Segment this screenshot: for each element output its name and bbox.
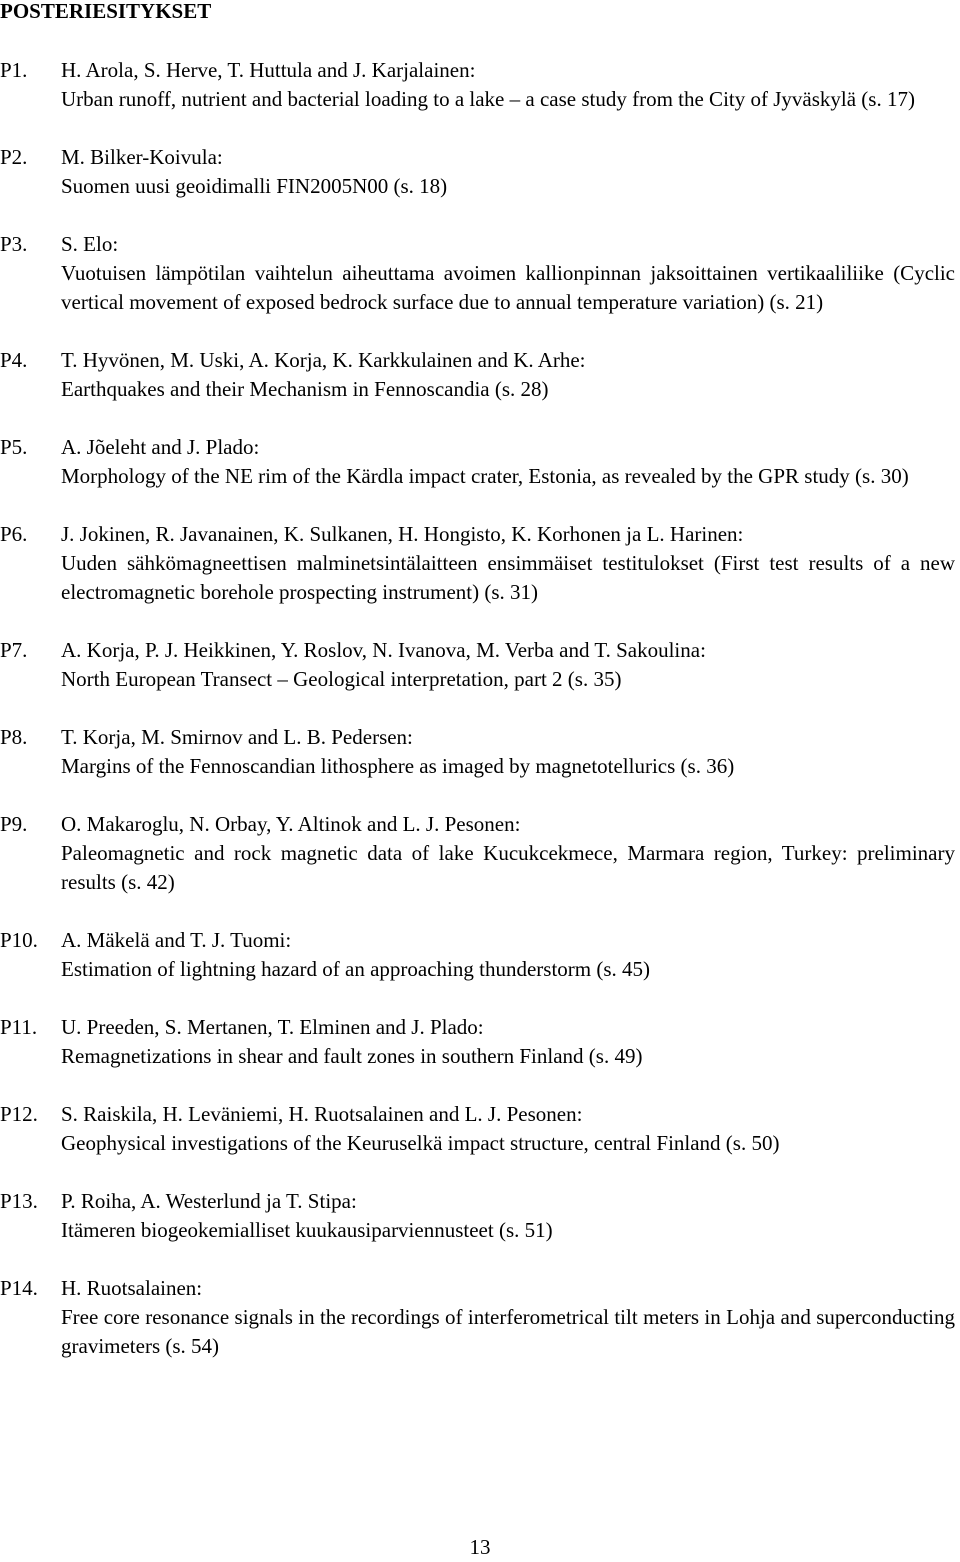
entry-title: Morphology of the NE rim of the Kärdla impact crater, Estonia, as revealed by the GPR study (s. 30) bbox=[61, 464, 909, 488]
entry-title: Uuden sähkömagneettisen malminetsintälaitteen ensimmäiset testitulokset (First test results of a new electromagnetic borehole prospecting instrument) (s. 31) bbox=[61, 551, 955, 604]
poster-entry-p11 bbox=[0, 1013, 960, 1071]
entry-body bbox=[61, 926, 955, 984]
entry-title: Estimation of lightning hazard of an approaching thunderstorm (s. 45) bbox=[61, 957, 651, 981]
poster-entry-p12 bbox=[0, 1100, 960, 1158]
entry-title: Paleomagnetic and rock magnetic data of lake Kucukcekmece, Marmara region, Turkey: preliminary results (s. 42) bbox=[61, 841, 955, 894]
entry-number: P11. bbox=[0, 1015, 38, 1039]
entry-authors: O. Makaroglu, N. Orbay, Y. Altinok and L. J. Pesonen: bbox=[61, 812, 521, 836]
entry-number: P7. bbox=[0, 638, 28, 662]
poster-entry-p14 bbox=[0, 1274, 960, 1361]
entry-authors: T. Hyvönen, M. Uski, A. Korja, K. Karkkulainen and K. Arhe: bbox=[61, 348, 586, 372]
poster-entry-p13 bbox=[0, 1187, 960, 1245]
entry-title: Suomen uusi geoidimalli FIN2005N00 (s. 18) bbox=[61, 174, 448, 198]
entry-body bbox=[61, 433, 955, 491]
entry-title: Vuotuisen lämpötilan vaihtelun aiheuttama avoimen kallionpinnan jaksoittainen vertikaaliliike (Cyclic vertical movement of exposed bedrock surface due to annual temperature variation) (s. 21) bbox=[61, 261, 955, 314]
entry-title: Remagnetizations in shear and fault zones in southern Finland (s. 49) bbox=[61, 1044, 643, 1068]
poster-list bbox=[0, 56, 960, 1390]
poster-entry-p2 bbox=[0, 143, 960, 201]
poster-entry-p6 bbox=[0, 520, 960, 607]
poster-entry-p10 bbox=[0, 926, 960, 984]
entry-authors: U. Preeden, S. Mertanen, T. Elminen and J. Plado: bbox=[61, 1015, 484, 1039]
entry-number: P1. bbox=[0, 58, 28, 82]
entry-number: P6. bbox=[0, 522, 28, 546]
entry-authors: A. Jõeleht and J. Plado: bbox=[61, 435, 260, 459]
poster-entry-p5 bbox=[0, 433, 960, 491]
entry-authors: S. Elo: bbox=[61, 232, 119, 256]
poster-entry-p7 bbox=[0, 636, 960, 694]
entry-authors: M. Bilker-Koivula: bbox=[61, 145, 223, 169]
entry-authors: H. Ruotsalainen: bbox=[61, 1276, 203, 1300]
page-title: POSTERIESITYKSET bbox=[0, 0, 212, 23]
entry-title: Itämeren biogeokemialliset kuukausiparviennusteet (s. 51) bbox=[61, 1218, 553, 1242]
poster-entry-p4 bbox=[0, 346, 960, 404]
entry-authors: J. Jokinen, R. Javanainen, K. Sulkanen, H. Hongisto, K. Korhonen ja L. Harinen: bbox=[61, 522, 744, 546]
entry-title: Free core resonance signals in the recordings of interferometrical tilt meters in Lohja and superconducting gravimeters (s. 54) bbox=[61, 1305, 955, 1358]
entry-body bbox=[61, 56, 955, 114]
page-number: 13 bbox=[469, 1535, 491, 1559]
entry-body bbox=[61, 346, 955, 404]
entry-number: P2. bbox=[0, 145, 28, 169]
entry-body bbox=[61, 143, 955, 201]
entry-number: P14. bbox=[0, 1276, 38, 1300]
poster-entry-p1 bbox=[0, 56, 960, 114]
entry-authors: S. Raiskila, H. Leväniemi, H. Ruotsalainen and L. J. Pesonen: bbox=[61, 1102, 583, 1126]
entry-authors: T. Korja, M. Smirnov and L. B. Pedersen: bbox=[61, 725, 413, 749]
entry-authors: A. Mäkelä and T. J. Tuomi: bbox=[61, 928, 292, 952]
entry-title: Margins of the Fennoscandian lithosphere as imaged by magnetotellurics (s. 36) bbox=[61, 754, 735, 778]
entry-title: Urban runoff, nutrient and bacterial loading to a lake – a case study from the City of Jyväskylä (s. 17) bbox=[61, 87, 915, 111]
entry-number: P10. bbox=[0, 928, 38, 952]
entry-body bbox=[61, 1100, 955, 1158]
entry-body bbox=[61, 723, 955, 781]
entry-number: P3. bbox=[0, 232, 28, 256]
entry-number: P13. bbox=[0, 1189, 38, 1213]
entry-body bbox=[61, 1187, 955, 1245]
entry-title: Earthquakes and their Mechanism in Fennoscandia (s. 28) bbox=[61, 377, 549, 401]
entry-body bbox=[61, 230, 955, 317]
entry-body bbox=[61, 1013, 955, 1071]
entry-title: North European Transect – Geological interpretation, part 2 (s. 35) bbox=[61, 667, 622, 691]
poster-entry-p9 bbox=[0, 810, 960, 897]
entry-number: P12. bbox=[0, 1102, 38, 1126]
entry-authors: P. Roiha, A. Westerlund ja T. Stipa: bbox=[61, 1189, 357, 1213]
entry-body bbox=[61, 520, 955, 607]
entry-number: P5. bbox=[0, 435, 28, 459]
poster-entry-p3 bbox=[0, 230, 960, 317]
entry-authors: H. Arola, S. Herve, T. Huttula and J. Karjalainen: bbox=[61, 58, 476, 82]
entry-number: P4. bbox=[0, 348, 28, 372]
entry-title: Geophysical investigations of the Keuruselkä impact structure, central Finland (s. 50) bbox=[61, 1131, 780, 1155]
entry-body bbox=[61, 810, 955, 897]
entry-body bbox=[61, 636, 955, 694]
poster-entry-p8 bbox=[0, 723, 960, 781]
entry-number: P9. bbox=[0, 812, 28, 836]
entry-number: P8. bbox=[0, 725, 28, 749]
entry-authors: A. Korja, P. J. Heikkinen, Y. Roslov, N. Ivanova, M. Verba and T. Sakoulina: bbox=[61, 638, 706, 662]
entry-body bbox=[61, 1274, 955, 1361]
